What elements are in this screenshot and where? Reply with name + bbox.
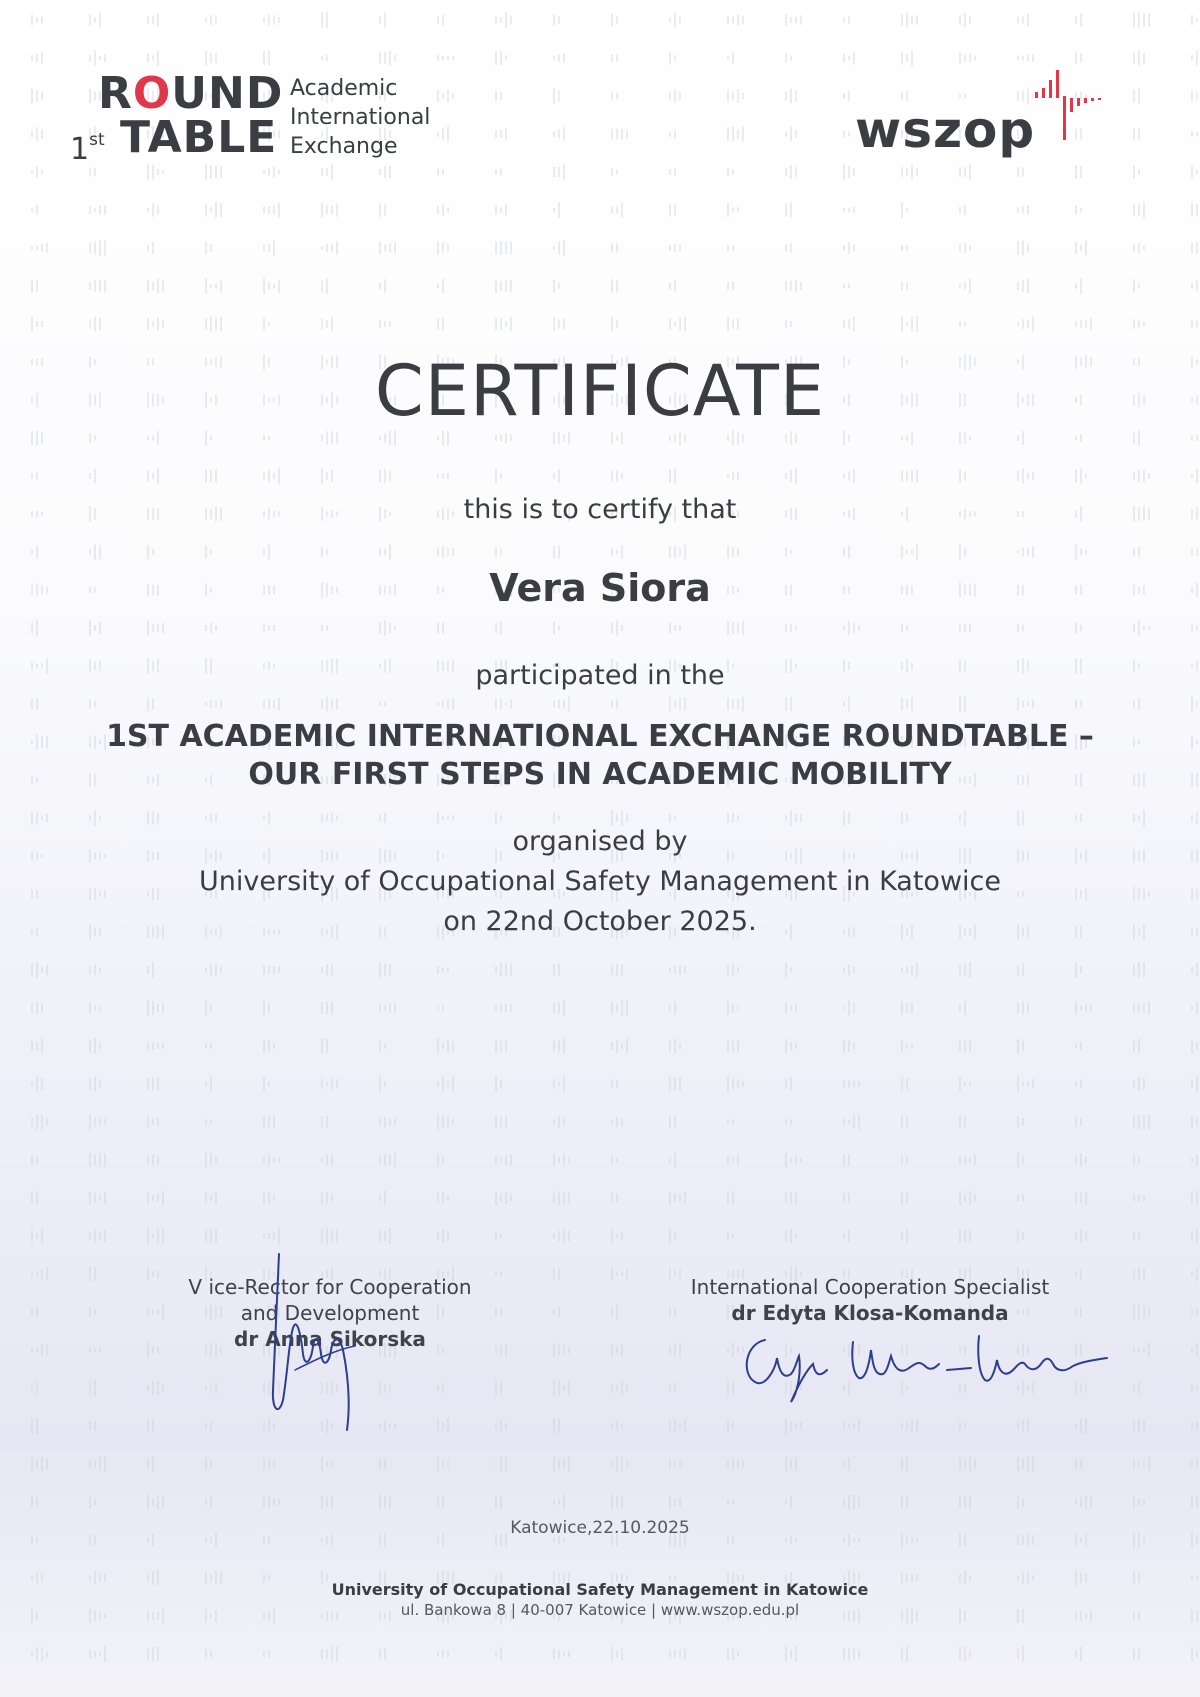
- logo-first-mark: [70, 120, 105, 170]
- logo-round-letter: U: [171, 68, 209, 119]
- left-handwritten-signature: [255, 1250, 395, 1440]
- organiser-name: University of Occupational Safety Management in Katowice: [199, 866, 1001, 897]
- logo-round-letter: D: [245, 68, 284, 119]
- event-title: [40, 718, 1160, 794]
- logo-round-letter: N: [208, 68, 246, 119]
- logo-table-word: TABLE: [120, 112, 278, 163]
- right-signatory-name: dr Edyta Klosa-Komanda: [731, 1301, 1009, 1325]
- left-signatory-role-line2: and Development: [240, 1301, 420, 1325]
- footer-address: ul. Bankowa 8 | 40-007 Katowice | www.wszop.edu.pl: [400, 1601, 800, 1619]
- wszop-signal-bars-icon: [1035, 66, 1125, 166]
- logo-round-letter: R: [98, 68, 133, 119]
- logo-first-number: 1: [70, 132, 90, 167]
- logo-tagline-line2: International: [290, 105, 431, 130]
- left-signatory-role-line1: V ice-Rector for Cooperation: [188, 1275, 472, 1299]
- event-date: on 22nd October 2025.: [443, 906, 757, 937]
- left-signatory-name: dr Anna Sikorska: [234, 1327, 426, 1351]
- logo-round-letter: O: [132, 68, 172, 119]
- logo-first-suffix: st: [89, 130, 105, 150]
- organised-by-text: organised by: [512, 826, 688, 857]
- footer-organisation: University of Occupational Safety Management in Katowice: [331, 1580, 869, 1599]
- participated-text: participated in the: [475, 660, 725, 691]
- logo-tagline-line3: Exchange: [290, 134, 398, 159]
- place-and-date: Katowice,22.10.2025: [510, 1518, 690, 1538]
- right-signatory-role: International Cooperation Specialist: [690, 1275, 1050, 1299]
- event-title-line1: 1ST ACADEMIC INTERNATIONAL EXCHANGE ROUNDTABLE –: [106, 719, 1094, 754]
- wszop-wordmark: wszop: [855, 101, 1036, 159]
- logo-round-word: [98, 68, 284, 119]
- certify-text: this is to certify that: [463, 494, 737, 525]
- wszop-logo: [855, 66, 1115, 176]
- recipient-name: Vera Siora: [489, 566, 711, 610]
- logo-tagline: [290, 74, 430, 161]
- event-title-line2: OUR FIRST STEPS IN ACADEMIC MOBILITY: [248, 757, 952, 792]
- signature-block-right: [680, 1274, 1060, 1326]
- round-table-logo: [70, 68, 450, 167]
- logo-tagline-line1: Academic: [290, 76, 398, 101]
- right-handwritten-signature: [735, 1330, 1115, 1420]
- certificate-title: CERTIFICATE: [374, 350, 826, 432]
